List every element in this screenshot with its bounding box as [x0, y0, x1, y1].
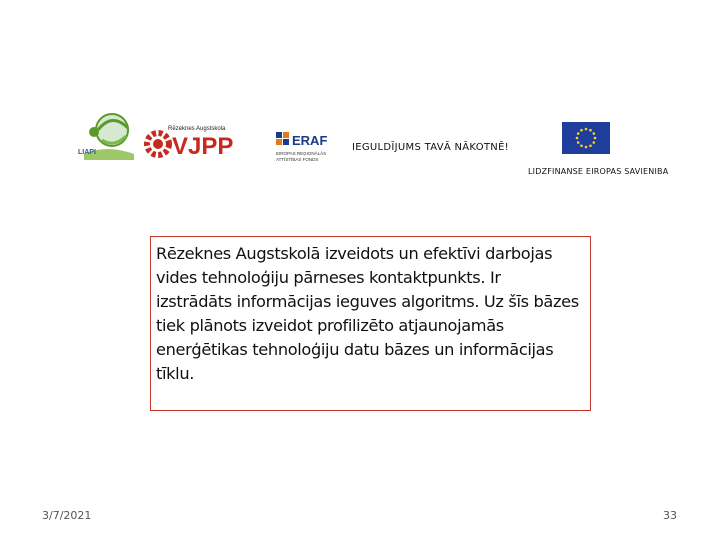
vjpp-logo-text: VJPP [172, 133, 234, 160]
liapi-logo-text: LIAPI [78, 149, 96, 156]
liapi-logo [76, 110, 136, 162]
eraf-logo-subtext-2: ATTĪSTĪBAS FONDS [276, 157, 319, 162]
vjpp-logo [142, 118, 270, 168]
content-paragraph: Rēzeknes Augstskolā izveidots un efektīvi darbojas vides tehnoloģiju pārneses kontaktpunkts. Ir izstrādāts informācijas ieguves algoritms. Uz šīs bāzes tiek plānots izveidot profilizēto atjaunojamās enerģētikas tehnoloģiju datu bāzes un informācijas tīklu. [156, 244, 579, 383]
content-box [150, 236, 591, 411]
page-number: 33 [663, 509, 677, 522]
eraf-logo [274, 128, 346, 168]
footer-date: 3/7/2021 [42, 509, 92, 522]
eraf-logo-subtext-1: EIROPAS REĢIONĀLĀS [276, 151, 327, 156]
eu-flag-icon [562, 122, 610, 154]
vjpp-logo-small-text: Rēzeknes Augstskola [168, 126, 226, 132]
eraf-logo-text: ERAF [292, 133, 328, 148]
slogan-text: IEGULDĪJUMS TAVĀ NĀKOTNĒ! [352, 142, 509, 153]
eu-caption: LIDZFINANSE EIROPAS SAVIENIBA [528, 167, 669, 176]
